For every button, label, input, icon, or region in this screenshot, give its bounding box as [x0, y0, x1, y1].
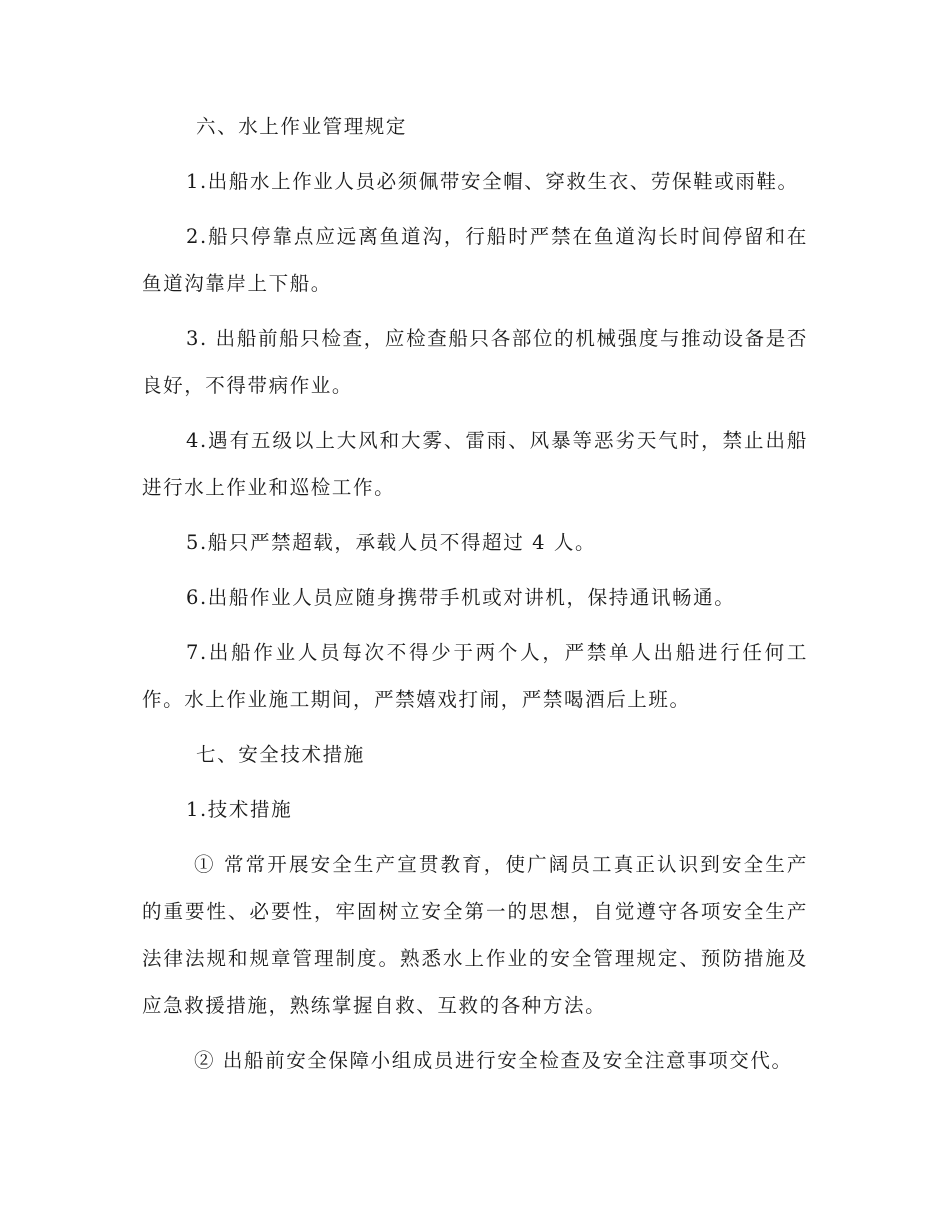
rule-item-6: 6.出船作业人员应随身携带手机或对讲机，保持通讯畅通。 [186, 586, 736, 609]
measure-item-2: ② 出船前安全保障小组成员进行安全检查及安全注意事项交代。 [194, 1049, 793, 1072]
rule-item-2: 2.船只停靠点应远离鱼道沟，行船时严禁在鱼道沟长时间停留和在鱼道沟靠岸上下船。 [142, 225, 808, 295]
rule-item-3: 3. 出船前船只检查，应检查船只各部位的机械强度与推动设备是否良好，不得带病作业。 [142, 327, 808, 397]
subheading-technical-measures: 1.技术措施 [186, 798, 293, 821]
rule-item-5: 5.船只严禁超载，承载人员不得超过 4 人。 [186, 531, 597, 554]
document-body [142, 103, 808, 1092]
section-heading-safety-measures: 七、安全技术措施 [196, 743, 365, 766]
rule-item-7: 7.出船作业人员每次不得少于两个人，严禁单人出船进行任何工作。水上作业施工期间，严禁嬉戏打闹，严禁喝酒后上班。 [142, 641, 808, 711]
measure-item-1: ① 常常开展安全生产宣贯教育，使广阔员工真正认识到安全生产的重要性、必要性，牢固树立安全第一的思想，自觉遵守各项安全生产法律法规和规章管理制度。熟悉水上作业的安全管理规定、预防措施及应急救援措施，熟练掌握自救、互救的各种方法。 [142, 853, 808, 1017]
rule-item-1: 1.出船水上作业人员必须佩带安全帽、穿救生衣、劳保鞋或雨鞋。 [186, 170, 799, 193]
rule-item-4: 4.遇有五级以上大风和大雾、雷雨、风暴等恶劣天气时，禁止出船进行水上作业和巡检工作。 [142, 429, 808, 499]
section-heading-water-operations: 六、水上作业管理规定 [196, 115, 408, 138]
